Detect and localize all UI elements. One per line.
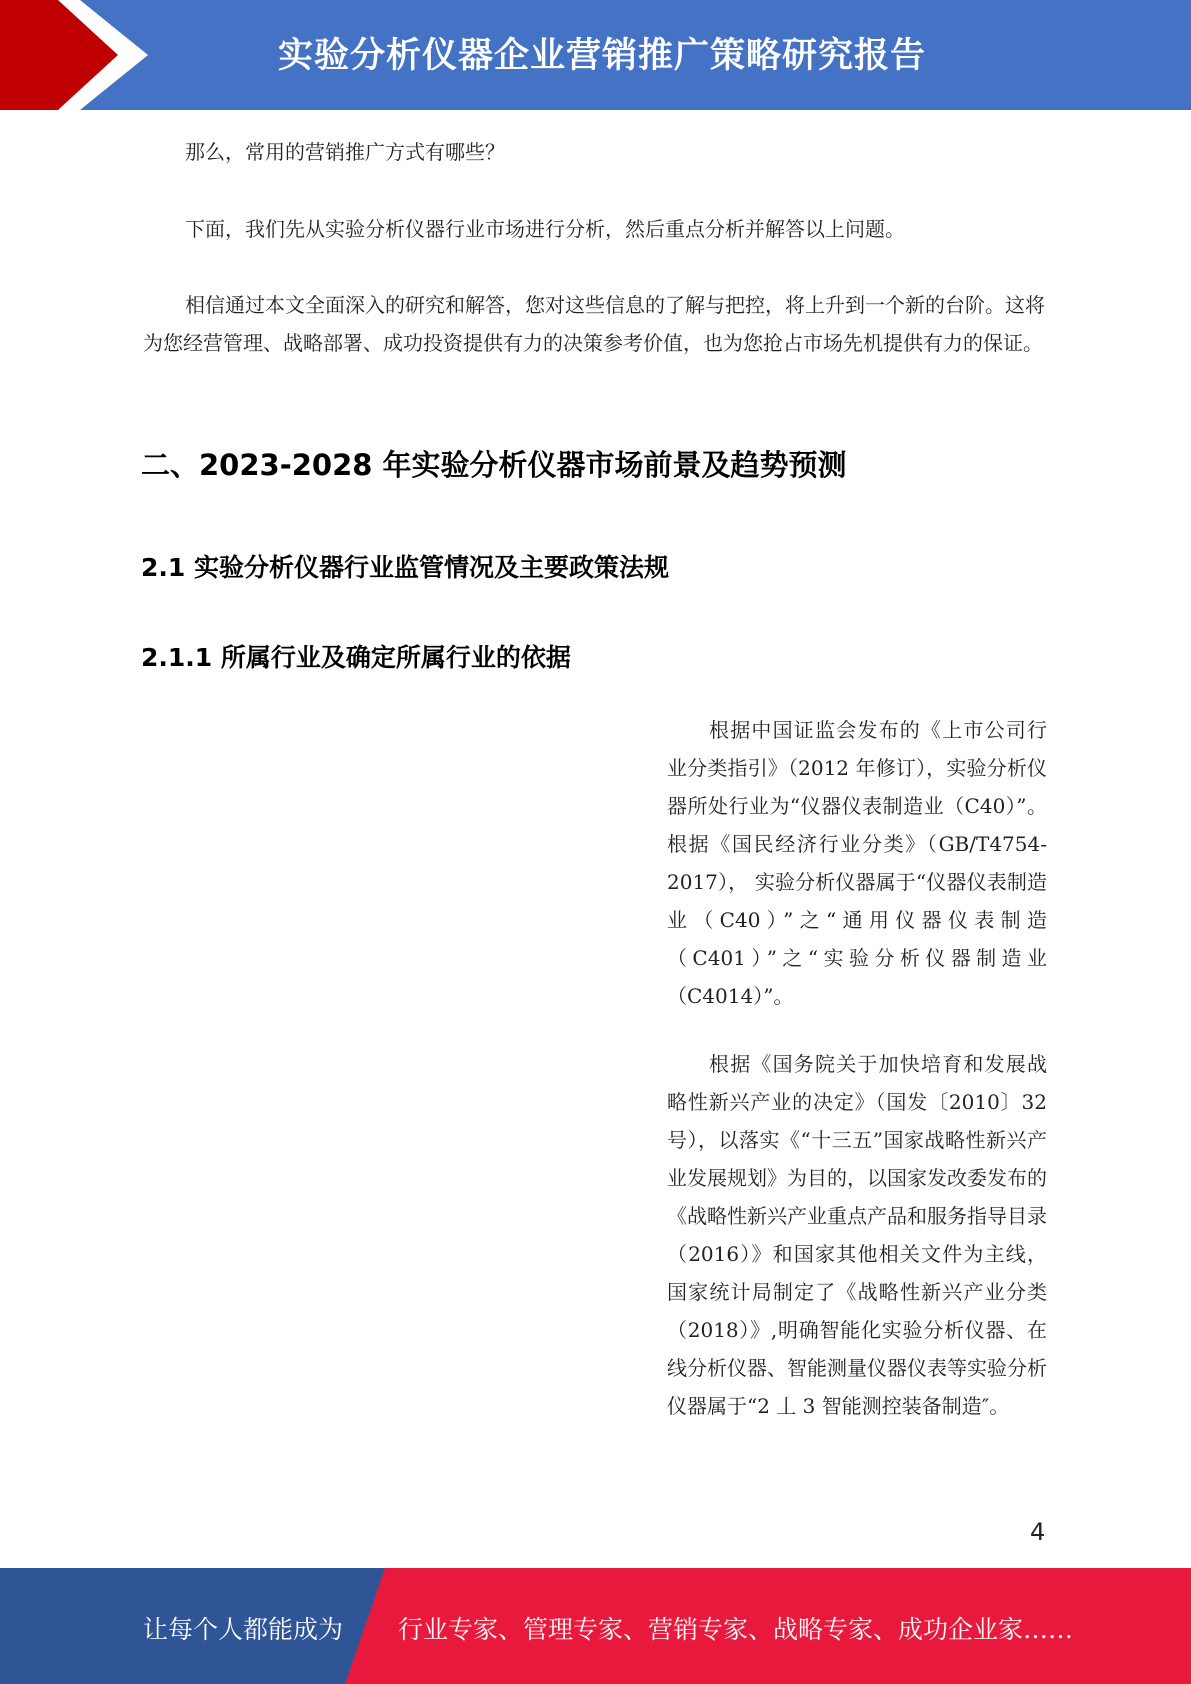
section-heading: 二、2023-2028 年实验分析仪器市场前景及趋势预测: [141, 448, 847, 482]
header-arrow-decoration: [0, 0, 150, 110]
footer-slogan-left: 让每个人都能成为: [143, 1615, 344, 1644]
subsection-heading: 2.1 实验分析仪器行业监管情况及主要政策法规: [141, 553, 669, 582]
page-number: 4: [1030, 1518, 1046, 1546]
paragraph-question: 那么，常用的营销推广方式有哪些？: [185, 140, 505, 164]
page-header: [0, 0, 1191, 110]
footer-slogan-right: 行业专家、管理专家、营销专家、战略专家、成功企业家……: [398, 1615, 1074, 1644]
paragraph-value: 相信通过本文全面深入的研究和解答，您对这些信息的了解与把控，将上升到一个新的台阶。这将为您经营管理、战略部署、成功投资提供有力的决策参考价值，也为您抢占市场先机提供有力的保证。: [143, 293, 1045, 355]
paragraph-industry-classification: 根据中国证监会发布的《上市公司行业分类指引》（2012 年修订），实验分析仪器所处行业为“仪器仪表制造业（C40）”。根据《国民经济行业分类》（GB/T4754-2017）， 实验分析仪器属于“仪器仪表制造业（C40）”之“通用仪器仪表制造（C401）”之“实验分析仪器制造业（C4014）”。: [667, 718, 1047, 1008]
report-title: 实验分析仪器企业营销推广策略研究报告: [278, 36, 927, 76]
page-footer: [0, 1568, 1191, 1684]
paragraph-strategic-industry: 根据《国务院关于加快培育和发展战略性新兴产业的决定》（国发〔2010〕32 号），以落实《“十三五”国家战略性新兴产业发展规划》为目的，以国家发改委发布的《战略性新兴产业重点产品和服务指导目录（2016）》和国家其他相关文件为主线，国家统计局制定了《战略性新兴产业分类（2018）》,明确智能化实验分析仪器、在线分析仪器、智能测量仪器仪表等实验分析仪器属于“2 丄 3 智能测控装备制造″。: [667, 1052, 1047, 1418]
sub-subsection-heading: 2.1.1 所属行业及确定所属行业的依据: [141, 643, 571, 672]
paragraph-intro: 下面，我们先从实验分析仪器行业市场进行分析，然后重点分析并解答以上问题。: [185, 217, 905, 241]
